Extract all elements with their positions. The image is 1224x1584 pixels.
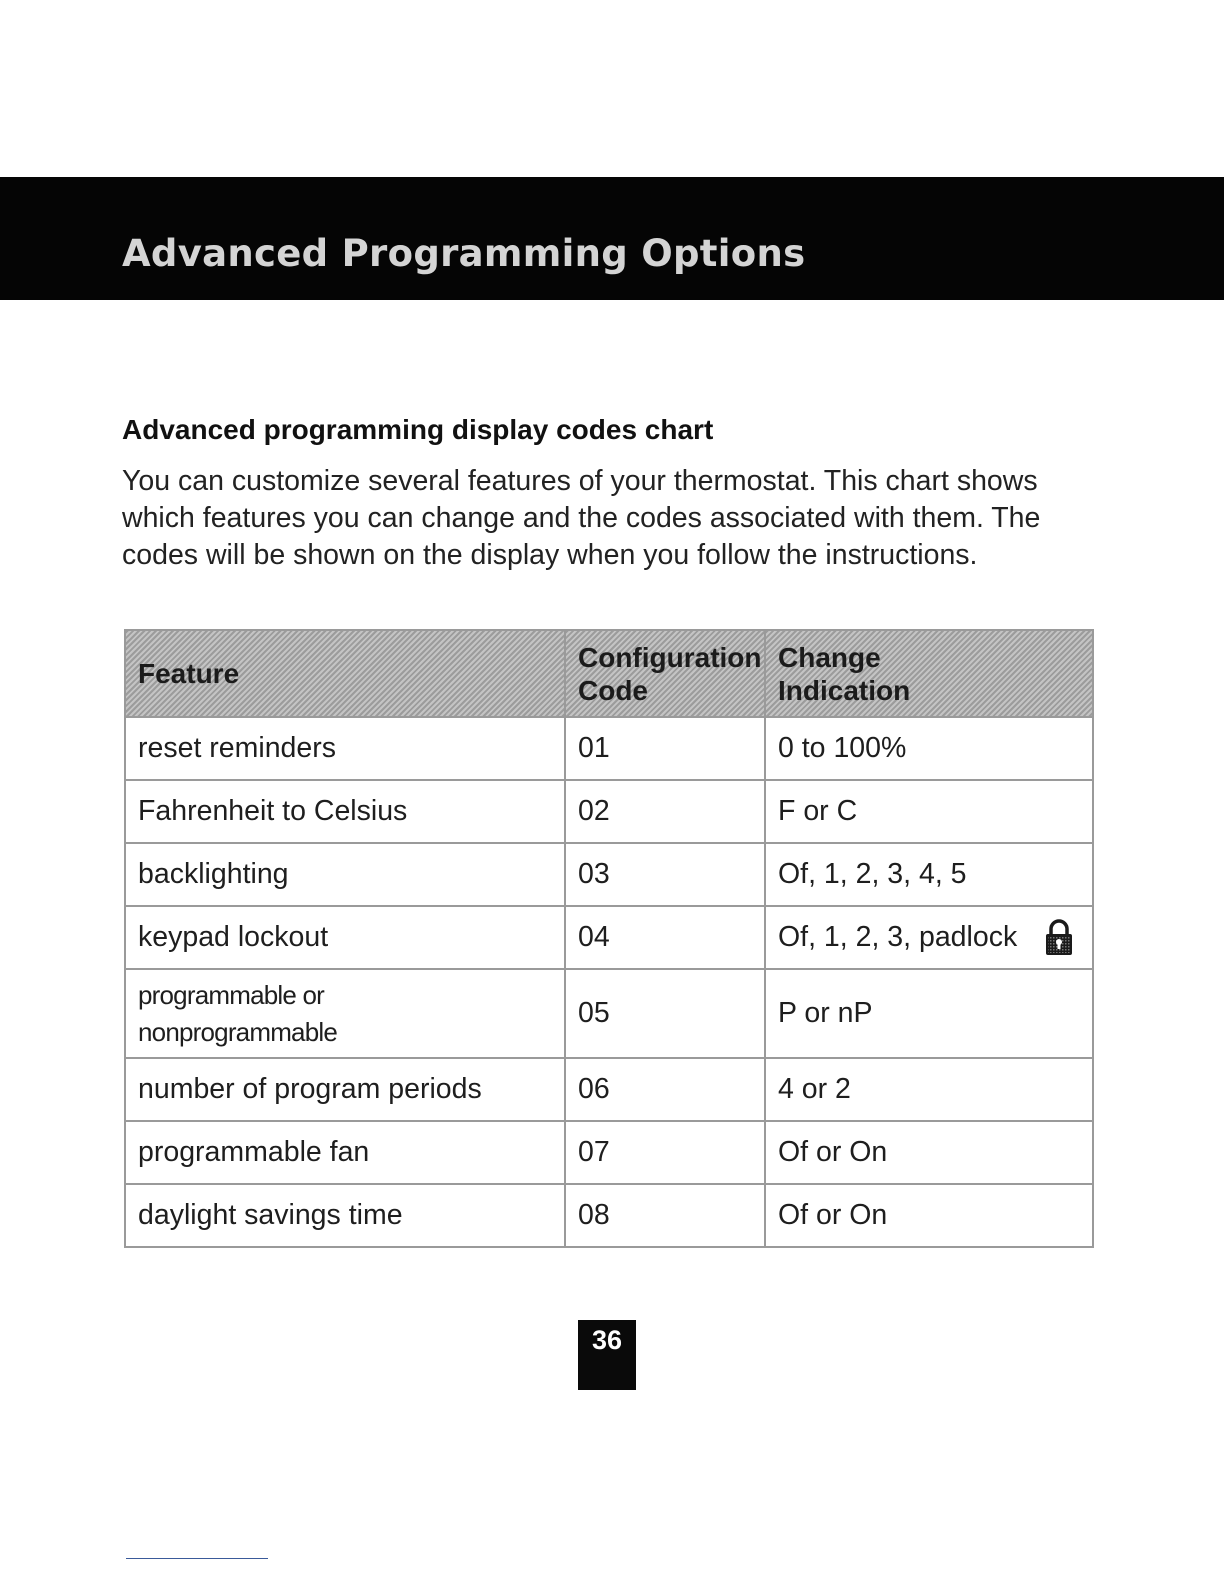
code-cell: 01 (565, 717, 765, 780)
code-cell: 07 (565, 1121, 765, 1184)
feature-cell: Fahrenheit to Celsius (125, 780, 565, 843)
change-cell: Of or On (765, 1121, 1093, 1184)
code-cell: 05 (565, 969, 765, 1058)
table-row (125, 1184, 1093, 1247)
feature-cell: number of program periods (125, 1058, 565, 1121)
change-cell: Of, 1, 2, 3, 4, 5 (765, 843, 1093, 906)
feature-line2: nonprogrammable (138, 1016, 338, 1047)
page-title: Advanced Programming Options (122, 232, 806, 275)
feature-cell: programmable fan (125, 1121, 565, 1184)
table-row (125, 1058, 1093, 1121)
change-indication-column-header (765, 630, 1093, 717)
change-cell: 4 or 2 (765, 1058, 1093, 1121)
change-cell-text: Of, 1, 2, 3, padlock (778, 921, 1018, 953)
table-row (125, 717, 1093, 780)
code-cell: 02 (565, 780, 765, 843)
feature-column-header (125, 630, 565, 717)
code-cell: 04 (565, 906, 765, 969)
change-cell-content (778, 919, 1080, 957)
change-header-line1: Change (778, 641, 881, 673)
feature-header-label: Feature (138, 658, 240, 689)
page-number: 36 (578, 1320, 636, 1390)
change-cell (765, 906, 1093, 969)
code-cell: 03 (565, 843, 765, 906)
config-code-header-line2: Code (578, 674, 648, 706)
config-code-column-header (565, 630, 765, 717)
feature-line1: programmable or (138, 979, 324, 1010)
display-codes-table (124, 629, 1094, 1248)
table-row (125, 843, 1093, 906)
feature-cell (125, 969, 565, 1058)
section-heading: Advanced programming display codes chart (122, 414, 714, 445)
code-cell: 08 (565, 1184, 765, 1247)
change-header-line2: Indication (778, 674, 911, 706)
table-row (125, 780, 1093, 843)
code-cell: 06 (565, 1058, 765, 1121)
intro-paragraph: You can customize several features of your thermostat. This chart shows which features you can change and the codes associated with them. The codes will be shown on the display when you follow the instructions. (122, 465, 1041, 571)
footer-divider (126, 1558, 268, 1559)
change-cell: P or nP (765, 969, 1093, 1058)
feature-cell: keypad lockout (125, 906, 565, 969)
table-row (125, 906, 1093, 969)
change-cell: F or C (765, 780, 1093, 843)
table-row (125, 1121, 1093, 1184)
feature-cell: reset reminders (125, 717, 565, 780)
feature-cell: daylight savings time (125, 1184, 565, 1247)
change-cell: 0 to 100% (765, 717, 1093, 780)
config-code-header-line1: Configuration (578, 641, 762, 673)
feature-cell: backlighting (125, 843, 565, 906)
table-header-row (125, 630, 1093, 717)
table-row (125, 969, 1093, 1058)
change-cell: Of or On (765, 1184, 1093, 1247)
padlock-icon (1044, 919, 1074, 957)
